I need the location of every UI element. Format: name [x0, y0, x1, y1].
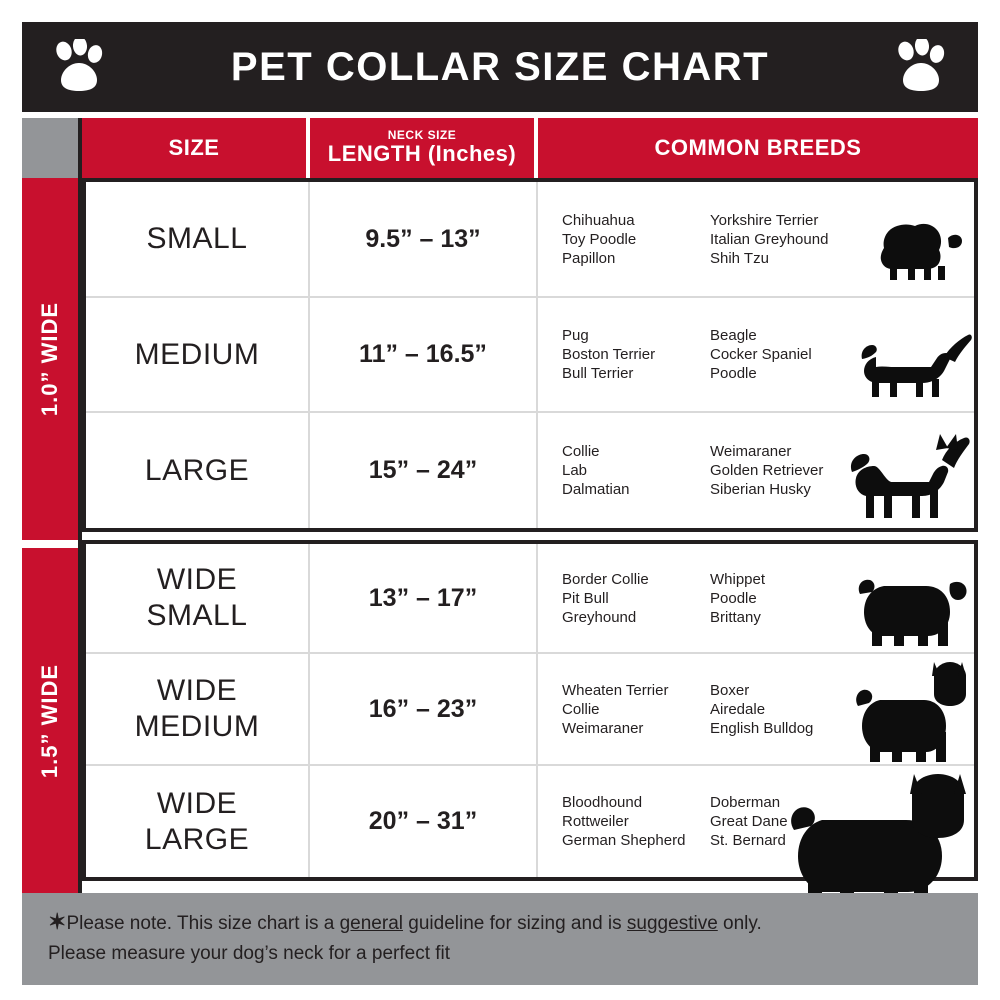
row-size-line2: SMALL	[146, 599, 248, 632]
row-length: 16” – 23”	[310, 654, 538, 764]
row-size-line1: WIDE	[156, 786, 238, 820]
footer-line-1	[48, 907, 956, 939]
row-size: LARGE	[86, 413, 310, 528]
footer-text-b: guideline for sizing and is	[403, 913, 627, 934]
beagle-silhouette-icon	[860, 323, 972, 403]
page-title: PET COLLAR SIZE CHART	[230, 44, 770, 89]
row-size: MEDIUM	[86, 298, 310, 411]
table-row	[86, 544, 974, 654]
breeds-left: Chihuahua Toy Poodle Papillon	[562, 211, 637, 267]
group-divider	[82, 532, 978, 540]
footer-emph-general: general	[339, 913, 403, 934]
group-band-15-wide	[22, 548, 78, 893]
breeds-left: Collie Lab Dalmatian	[562, 443, 630, 498]
table-row	[86, 413, 974, 528]
breeds-right: Beagle Cocker Spaniel Poodle	[710, 327, 812, 382]
column-header-breeds	[538, 118, 978, 178]
column-header-size	[82, 118, 310, 178]
footer-emph-suggestive: suggestive	[626, 913, 718, 934]
chart-header	[22, 22, 978, 112]
column-header-neck-size-label: NECK SIZE	[387, 128, 457, 142]
row-size: SMALL	[86, 182, 310, 296]
table-header-row	[82, 118, 978, 178]
breeds-right: Yorkshire Terrier Italian Greyhound Shih Tzu	[710, 211, 829, 267]
footer-note	[22, 893, 978, 985]
row-breeds	[538, 544, 974, 652]
row-size-line2: MEDIUM	[134, 710, 260, 743]
paw-icon	[52, 39, 106, 95]
table-row	[86, 182, 974, 298]
column-header-length	[310, 118, 538, 178]
row-breeds	[538, 413, 974, 528]
breeds-left: Bloodhound Rottweiler German Shepherd	[562, 794, 686, 849]
bulldog-silhouette-icon	[854, 560, 970, 648]
row-length: 9.5” – 13”	[310, 182, 538, 296]
footer-text-c: only.	[717, 913, 762, 934]
footer-text-a: Please note. This size chart is a	[66, 913, 340, 934]
group-band-1-wide	[22, 178, 78, 540]
group-band-1-label: 1.0” WIDE	[37, 301, 63, 417]
breeds-right: Whippet Poodle Brittany	[710, 570, 766, 626]
row-length: 20” – 31”	[310, 766, 538, 877]
row-breeds	[538, 182, 974, 296]
retriever-silhouette-icon	[850, 430, 974, 522]
row-size	[86, 654, 310, 764]
column-header-breeds-label: COMMON BREEDS	[654, 135, 862, 160]
group-band-2-label: 1.5” WIDE	[37, 663, 63, 778]
breeds-left: Pug Boston Terrier Bull Terrier	[562, 327, 656, 382]
column-header-length-label: LENGTH (Inches)	[327, 141, 517, 166]
paw-icon	[894, 39, 948, 95]
boxer-silhouette-icon	[854, 660, 972, 764]
group-label-column	[22, 118, 78, 893]
row-breeds	[538, 654, 974, 764]
group-1-rows	[82, 178, 978, 532]
group-divider	[22, 540, 78, 548]
breeds-right: Weimaraner Golden Retriever Siberian Husky	[710, 443, 824, 498]
column-header-size-label: SIZE	[168, 135, 220, 160]
row-size-line1: WIDE	[156, 563, 238, 596]
table-row	[86, 654, 974, 766]
breeds-right: Boxer Airedale English Bulldog	[710, 681, 814, 737]
breeds-left: Wheaten Terrier Collie Weimaraner	[562, 681, 669, 737]
corner-cell	[22, 118, 78, 178]
asterisk-icon: ✶	[48, 909, 67, 934]
table-row	[86, 298, 974, 413]
breeds-right: Doberman Great Dane St. Bernard	[710, 794, 788, 849]
row-breeds	[538, 298, 974, 411]
breeds-left: Border Collie Pit Bull Greyhound	[562, 570, 649, 626]
row-size	[86, 544, 310, 652]
pomeranian-silhouette-icon	[864, 208, 968, 286]
row-size-line2: LARGE	[144, 822, 250, 856]
row-size-line1: WIDE	[156, 674, 238, 707]
row-size	[86, 766, 310, 877]
footer-line-2: Please measure your dog’s neck for a perfect fit	[48, 943, 451, 964]
row-length: 11” – 16.5”	[310, 298, 538, 411]
row-length: 15” – 24”	[310, 413, 538, 528]
row-length: 13” – 17”	[310, 544, 538, 652]
